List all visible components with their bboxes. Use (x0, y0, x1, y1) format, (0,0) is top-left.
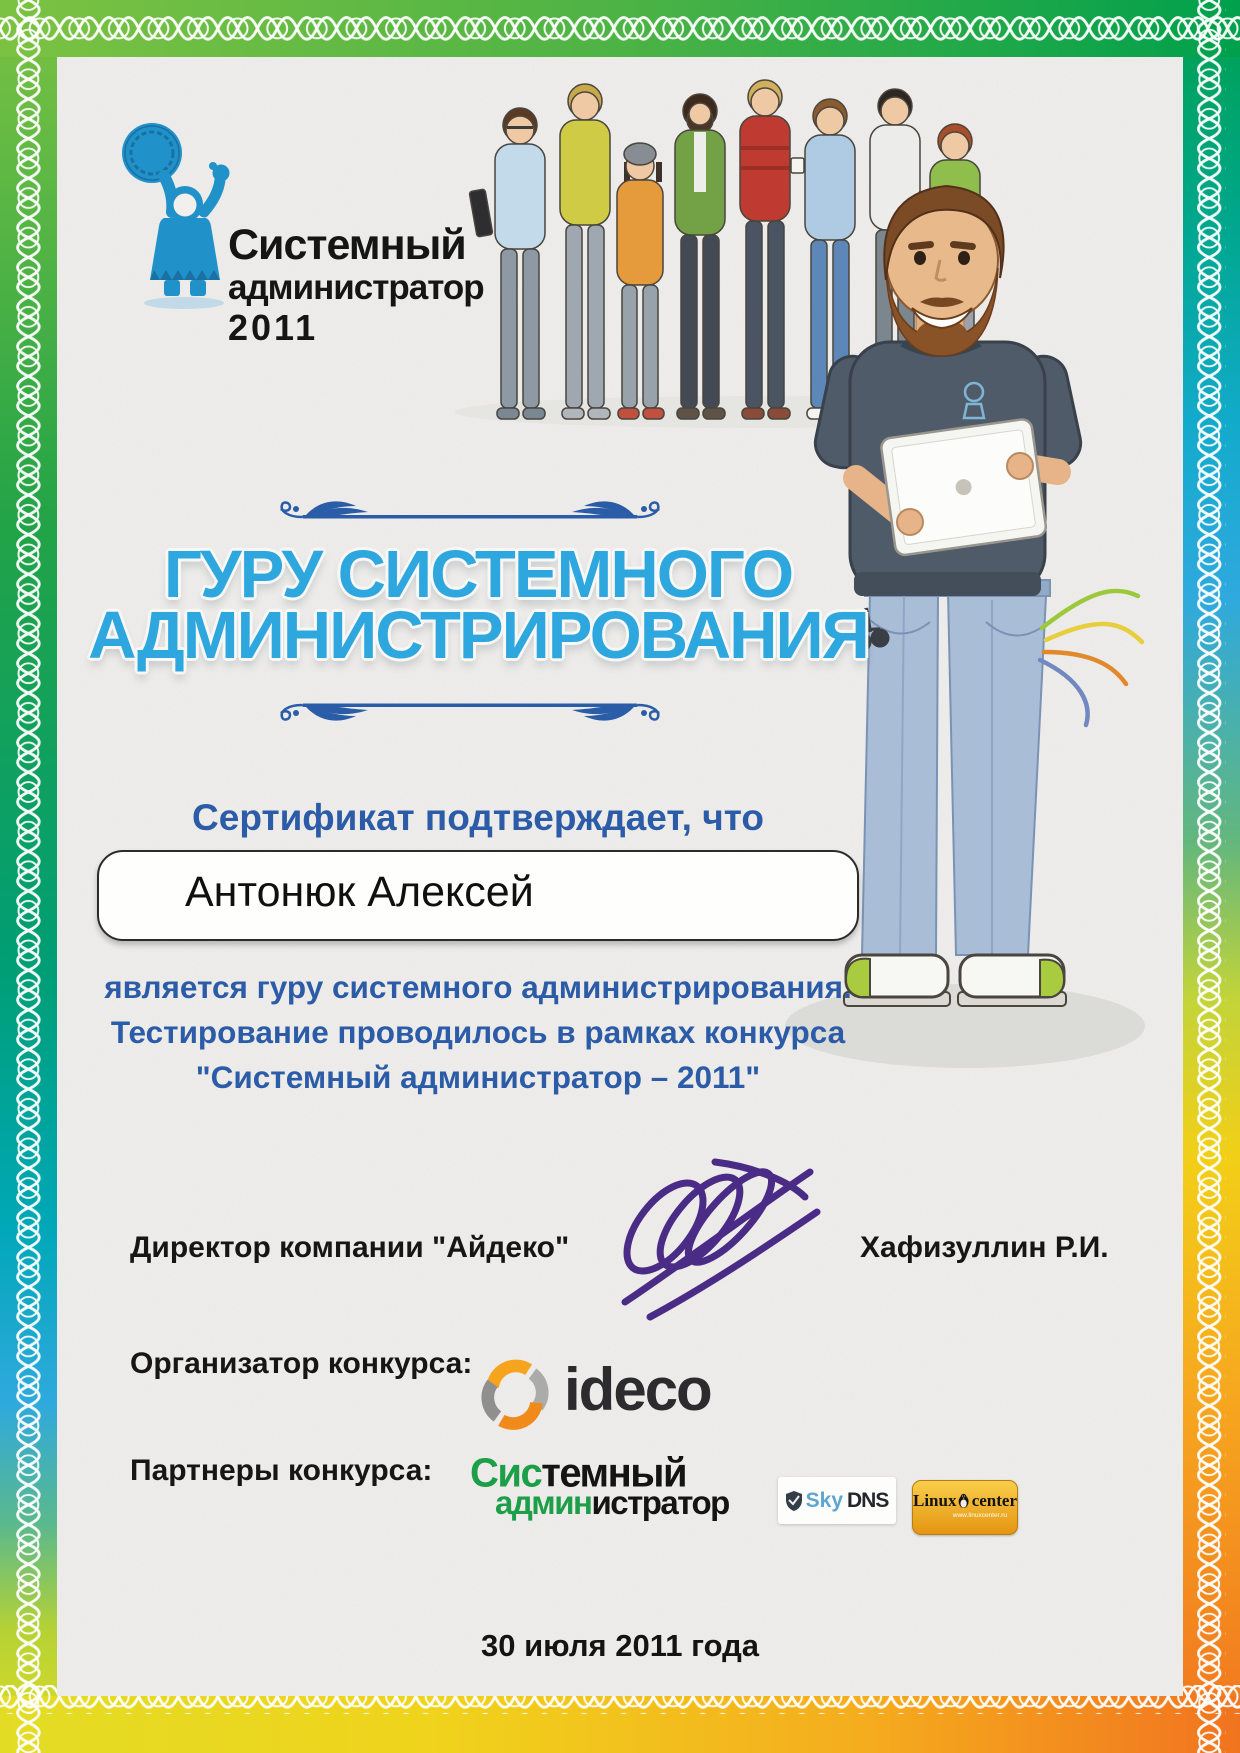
magazine-black1: темный (541, 1450, 687, 1496)
title-line1: ГУРУ СИСТЕМНОГО (163, 537, 793, 612)
contest-logo-wordmark (228, 222, 484, 348)
cables (1040, 591, 1142, 725)
statement-body-line3: "Системный администратор – 2011" (195, 1059, 761, 1095)
person-yellow-shirt (560, 84, 610, 419)
skydns-shield-icon (786, 1491, 802, 1511)
magazine-green1: Сис (470, 1450, 542, 1496)
statement-body-line1: является гуру системного администрирования. (104, 969, 852, 1005)
recipient-name: Антонюк Алексей (185, 868, 534, 916)
sysadmin-magazine-logo (470, 1450, 729, 1522)
director-signature-ink (595, 1142, 825, 1327)
logo-line1: Системный (228, 221, 466, 269)
magazine-black2: истратор (591, 1483, 729, 1522)
tux-penguin-icon (958, 1489, 969, 1513)
skydns-text-dns: DNS (847, 1488, 889, 1512)
tablet (880, 418, 1047, 556)
certificate-title (58, 537, 898, 673)
flourish-divider-bottom (272, 692, 668, 722)
linuxcenter-text-center: center (971, 1491, 1017, 1510)
recipient-name-field (97, 850, 859, 941)
logo-line2: администратор (228, 268, 484, 307)
person-girl-beanie (617, 143, 664, 419)
organizer-label: Организатор конкурса: (130, 1347, 473, 1380)
linuxcenter-text-linux: Linux (913, 1491, 957, 1510)
statement-intro: Сертификат подтверждает, что (192, 797, 764, 838)
linuxcenter-url: www.linuxcenter.ru (952, 1512, 1007, 1519)
linuxcenter-logo (912, 1480, 1018, 1535)
statement-body (58, 965, 898, 1100)
statement-body-line2: Тестирование проводилось в рамках конкурса (110, 1014, 846, 1050)
flourish-divider-top (272, 500, 668, 530)
ideco-logo-text: ideco (564, 1356, 711, 1423)
director-label: Директор компании "Айдеко" (130, 1231, 570, 1264)
ideco-logo-icon (478, 1358, 552, 1432)
certificate-date: 30 июля 2011 года (480, 1628, 760, 1663)
magazine-green2: админ (495, 1483, 592, 1522)
eskimo-mascot-icon (112, 116, 242, 311)
skydns-logo (778, 1477, 896, 1524)
skydns-text-sky: Sky (805, 1488, 844, 1512)
person-green-jacket (675, 94, 725, 419)
director-name: Хафизуллин Р.И. (860, 1231, 1109, 1264)
logo-line3: 2011 (228, 307, 319, 348)
title-line2: АДМИНИСТРИРОВАНИЯ (88, 598, 868, 673)
partners-label: Партнеры конкурса: (130, 1454, 433, 1487)
